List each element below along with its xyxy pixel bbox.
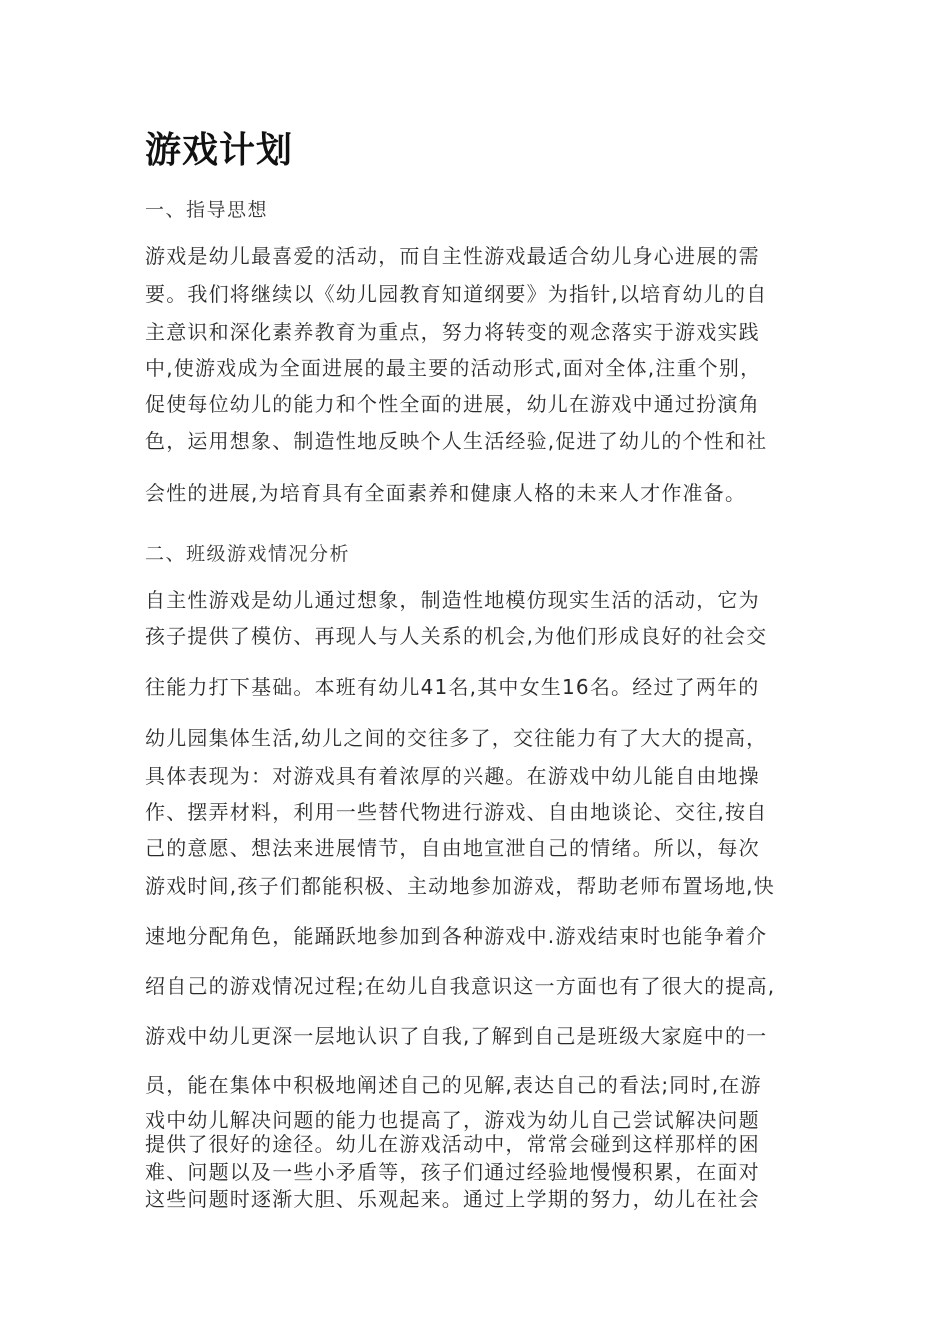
- paragraph-line: 己的意愿、想法来进展情节，自由地宣泄自己的情绪。所以，每次: [145, 836, 760, 860]
- paragraph-line: 游戏中幼儿更深一层地认识了自我,了解到自己是班级大家庭中的一: [145, 1024, 768, 1048]
- paragraph-line: 游戏是幼儿最喜爱的活动，而自主性游戏最适合幼儿身心进展的需: [145, 244, 760, 268]
- paragraph-line: 难、问题以及一些小矛盾等，孩子们通过经验地慢慢积累，在面对: [145, 1160, 760, 1184]
- section-heading-guiding-ideology: 一、指导思想: [145, 199, 269, 221]
- paragraph-line: 主意识和深化素养教育为重点，努力将转变的观念落实于游戏实践: [145, 320, 760, 344]
- paragraph-line: 往能力打下基础。本班有幼儿41名,其中女生16名。经过了两年的: [145, 675, 760, 699]
- paragraph-line: 幼儿园集体生活,幼儿之间的交往多了，交往能力有了大大的提高，: [145, 726, 768, 750]
- paragraph-line: 绍自己的游戏情况过程;在幼儿自我意识这一方面也有了很大的提高,: [145, 974, 776, 998]
- document-title: 游戏计划: [145, 130, 294, 171]
- paragraph-line: 要。我们将继续以《幼儿园教育知道纲要》为指针,以培育幼儿的自: [145, 282, 768, 306]
- paragraph-line: 速地分配角色，能踊跃地参加到各种游戏中.游戏结束时也能争着介: [145, 924, 768, 948]
- paragraph-line: 这些问题时逐渐大胆、乐观起来。通过上学期的努力，幼儿在社会: [145, 1187, 760, 1211]
- paragraph-line: 员，能在集体中积极地阐述自己的见解,表达自己的看法;同时,在游: [145, 1073, 762, 1097]
- section-heading-class-analysis: 二、班级游戏情况分析: [145, 543, 351, 565]
- paragraph-line: 自主性游戏是幼儿通过想象，制造性地模仿现实生活的活动，它为: [145, 588, 760, 612]
- paragraph-line: 中,使游戏成为全面进展的最主要的活动形式,面对全体,注重个别，: [145, 356, 762, 380]
- paragraph-line: 作、摆弄材料，利用一些替代物进行游戏、自由地谈论、交往,按自: [145, 800, 768, 824]
- paragraph-line: 戏中幼儿解决问题的能力也提高了，游戏为幼儿自己尝试解决问题: [145, 1108, 760, 1132]
- paragraph-line: 孩子提供了模仿、再现人与人关系的机会,为他们形成良好的社会交: [145, 624, 768, 648]
- paragraph-line: 促使每位幼儿的能力和个性全面的进展，幼儿在游戏中通过扮演角: [145, 392, 760, 416]
- paragraph-line: 会性的进展,为培育具有全面素养和健康人格的未来人才作准备。: [145, 481, 747, 505]
- paragraph-line: 色，运用想象、制造性地反映个人生活经验,促进了幼儿的个性和社: [145, 429, 768, 453]
- paragraph-line: 提供了很好的途径。幼儿在游戏活动中，常常会碰到这样那样的困: [145, 1132, 760, 1156]
- paragraph-line: 具体表现为：对游戏具有着浓厚的兴趣。在游戏中幼儿能自由地操: [145, 764, 760, 788]
- paragraph-line: 游戏时间,孩子们都能积极、主动地参加游戏，帮助老师布置场地,快: [145, 874, 775, 898]
